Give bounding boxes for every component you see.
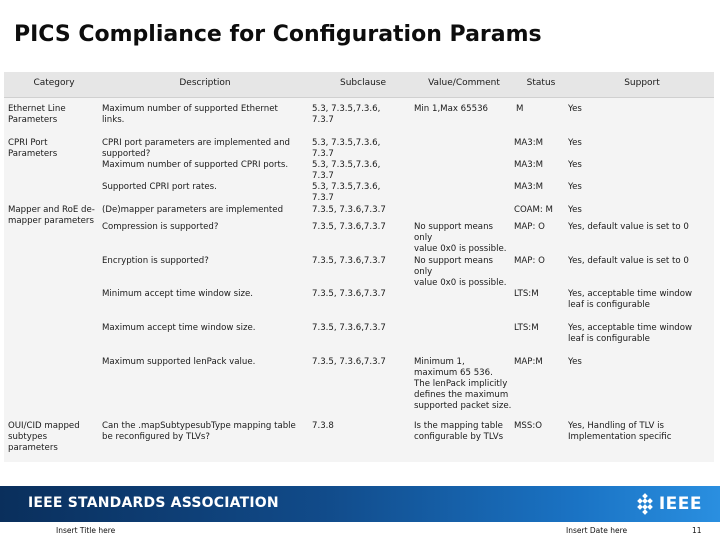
footer-bar xyxy=(0,486,720,522)
status-lenpack: MAP:M xyxy=(514,357,543,367)
footer-insert-date: Insert Date here xyxy=(566,526,628,535)
header-category: Category xyxy=(33,78,75,88)
support-encryption: Yes, default value is set to 0 xyxy=(568,256,689,266)
support-min-window: Yes, acceptable time window leaf is configurable xyxy=(568,289,693,310)
desc-demapper: (De)mapper parameters are implemented xyxy=(102,205,284,215)
status-compression: MAP: O xyxy=(514,222,545,232)
subclause-ethernet: 5.3, 7.3.5,7.3.6, 7.3.7 xyxy=(312,104,381,125)
status-max-window: LTS:M xyxy=(514,323,539,333)
desc-mapping-table: Can the .mapSubtypesubType mapping table be reconfigured by TLVs? xyxy=(102,421,296,442)
status-mapping-table: MSS:O xyxy=(514,421,542,431)
support-mapping-table: Yes, Handling of TLV is Implementation specific xyxy=(568,421,672,442)
support-cpri-a: Yes xyxy=(568,138,582,148)
desc-encryption: Encryption is supported? xyxy=(102,256,209,266)
footer-page-number: 11 xyxy=(692,526,702,535)
desc-cpri-ports: CPRI port parameters are implemented and supported? Maximum number of supported CPRI ports. xyxy=(102,138,290,170)
header-value-comment: Value/Comment xyxy=(428,78,500,88)
status-cpri-rates: MA3:M xyxy=(514,182,544,192)
support-ethernet: Yes xyxy=(568,104,582,114)
value-lenpack: Minimum 1, maximum 65 536. The lenPack implicitly defines the maximum supported packet size. xyxy=(414,357,512,411)
ieee-logo xyxy=(634,493,702,515)
desc-cpri-rates: Supported CPRI port rates. xyxy=(102,182,217,192)
value-ethernet: Min 1,Max 65536 xyxy=(414,104,489,114)
subclause-mapping-table: 7.3.8 xyxy=(312,421,334,431)
footer-insert-title: Insert Title here xyxy=(56,526,116,535)
header-support: Support xyxy=(624,78,660,88)
pics-table xyxy=(4,72,714,462)
support-max-window: Yes, acceptable time window leaf is configurable xyxy=(568,323,693,344)
subclause-encryption: 7.3.5, 7.3.6,7.3.7 xyxy=(312,256,386,266)
category-mapper: Mapper and RoE de- mapper parameters xyxy=(8,205,95,226)
support-cpri-rates: Yes xyxy=(568,182,582,192)
status-demapper: COAM: M xyxy=(514,205,553,215)
status-cpri-b: MA3:M xyxy=(514,160,544,170)
value-encryption: No support means only value 0x0 is possible. xyxy=(414,256,507,288)
support-cpri-b: Yes xyxy=(568,160,582,170)
status-ethernet: M xyxy=(516,104,524,114)
header-subclause: Subclause xyxy=(339,78,387,88)
ieee-diamond-icon xyxy=(634,493,656,515)
status-encryption: MAP: O xyxy=(514,256,545,266)
support-compression: Yes, default value is set to 0 xyxy=(568,222,689,232)
desc-min-window: Minimum accept time window size. xyxy=(102,289,253,299)
subclause-cpri-rates: 5.3, 7.3.5,7.3.6, 7.3.7 xyxy=(312,182,381,203)
subclause-min-window: 7.3.5, 7.3.6,7.3.7 xyxy=(312,289,386,299)
status-cpri-a: MA3:M xyxy=(514,138,544,148)
category-ethernet: Ethernet Line Parameters xyxy=(8,104,66,125)
desc-compression: Compression is supported? xyxy=(102,222,219,232)
header-description: Description xyxy=(179,78,231,88)
value-mapping-table: Is the mapping table configurable by TLVs xyxy=(414,421,504,442)
status-min-window: LTS:M xyxy=(514,289,539,299)
value-compression: No support means only value 0x0 is possible. xyxy=(414,222,507,254)
category-cpri: CPRI Port Parameters xyxy=(8,138,58,159)
page-title: PICS Compliance for Configuration Params xyxy=(14,22,542,47)
subclause-lenpack: 7.3.5, 7.3.6,7.3.7 xyxy=(312,357,386,367)
support-demapper: Yes xyxy=(568,205,582,215)
desc-max-window: Maximum accept time window size. xyxy=(102,323,256,333)
subclause-max-window: 7.3.5, 7.3.6,7.3.7 xyxy=(312,323,386,333)
desc-lenpack: Maximum supported lenPack value. xyxy=(102,357,256,367)
subclause-demapper: 7.3.5, 7.3.6,7.3.7 xyxy=(312,205,386,215)
category-oui-cid: OUI/CID mapped subtypes parameters xyxy=(8,421,80,453)
desc-ethernet-links: Maximum number of supported Ethernet links. xyxy=(102,104,278,125)
support-lenpack: Yes xyxy=(568,357,582,367)
ieee-sa-wordmark: IEEE STANDARDS ASSOCIATION xyxy=(28,495,279,511)
subclause-compression: 7.3.5, 7.3.6,7.3.7 xyxy=(312,222,386,232)
subclause-cpri: 5.3, 7.3.5,7.3.6, 7.3.7 5.3, 7.3.5,7.3.6, 7.3.7 xyxy=(312,138,381,181)
header-status: Status xyxy=(526,78,556,88)
ieee-logo-text: IEEE xyxy=(658,494,702,514)
